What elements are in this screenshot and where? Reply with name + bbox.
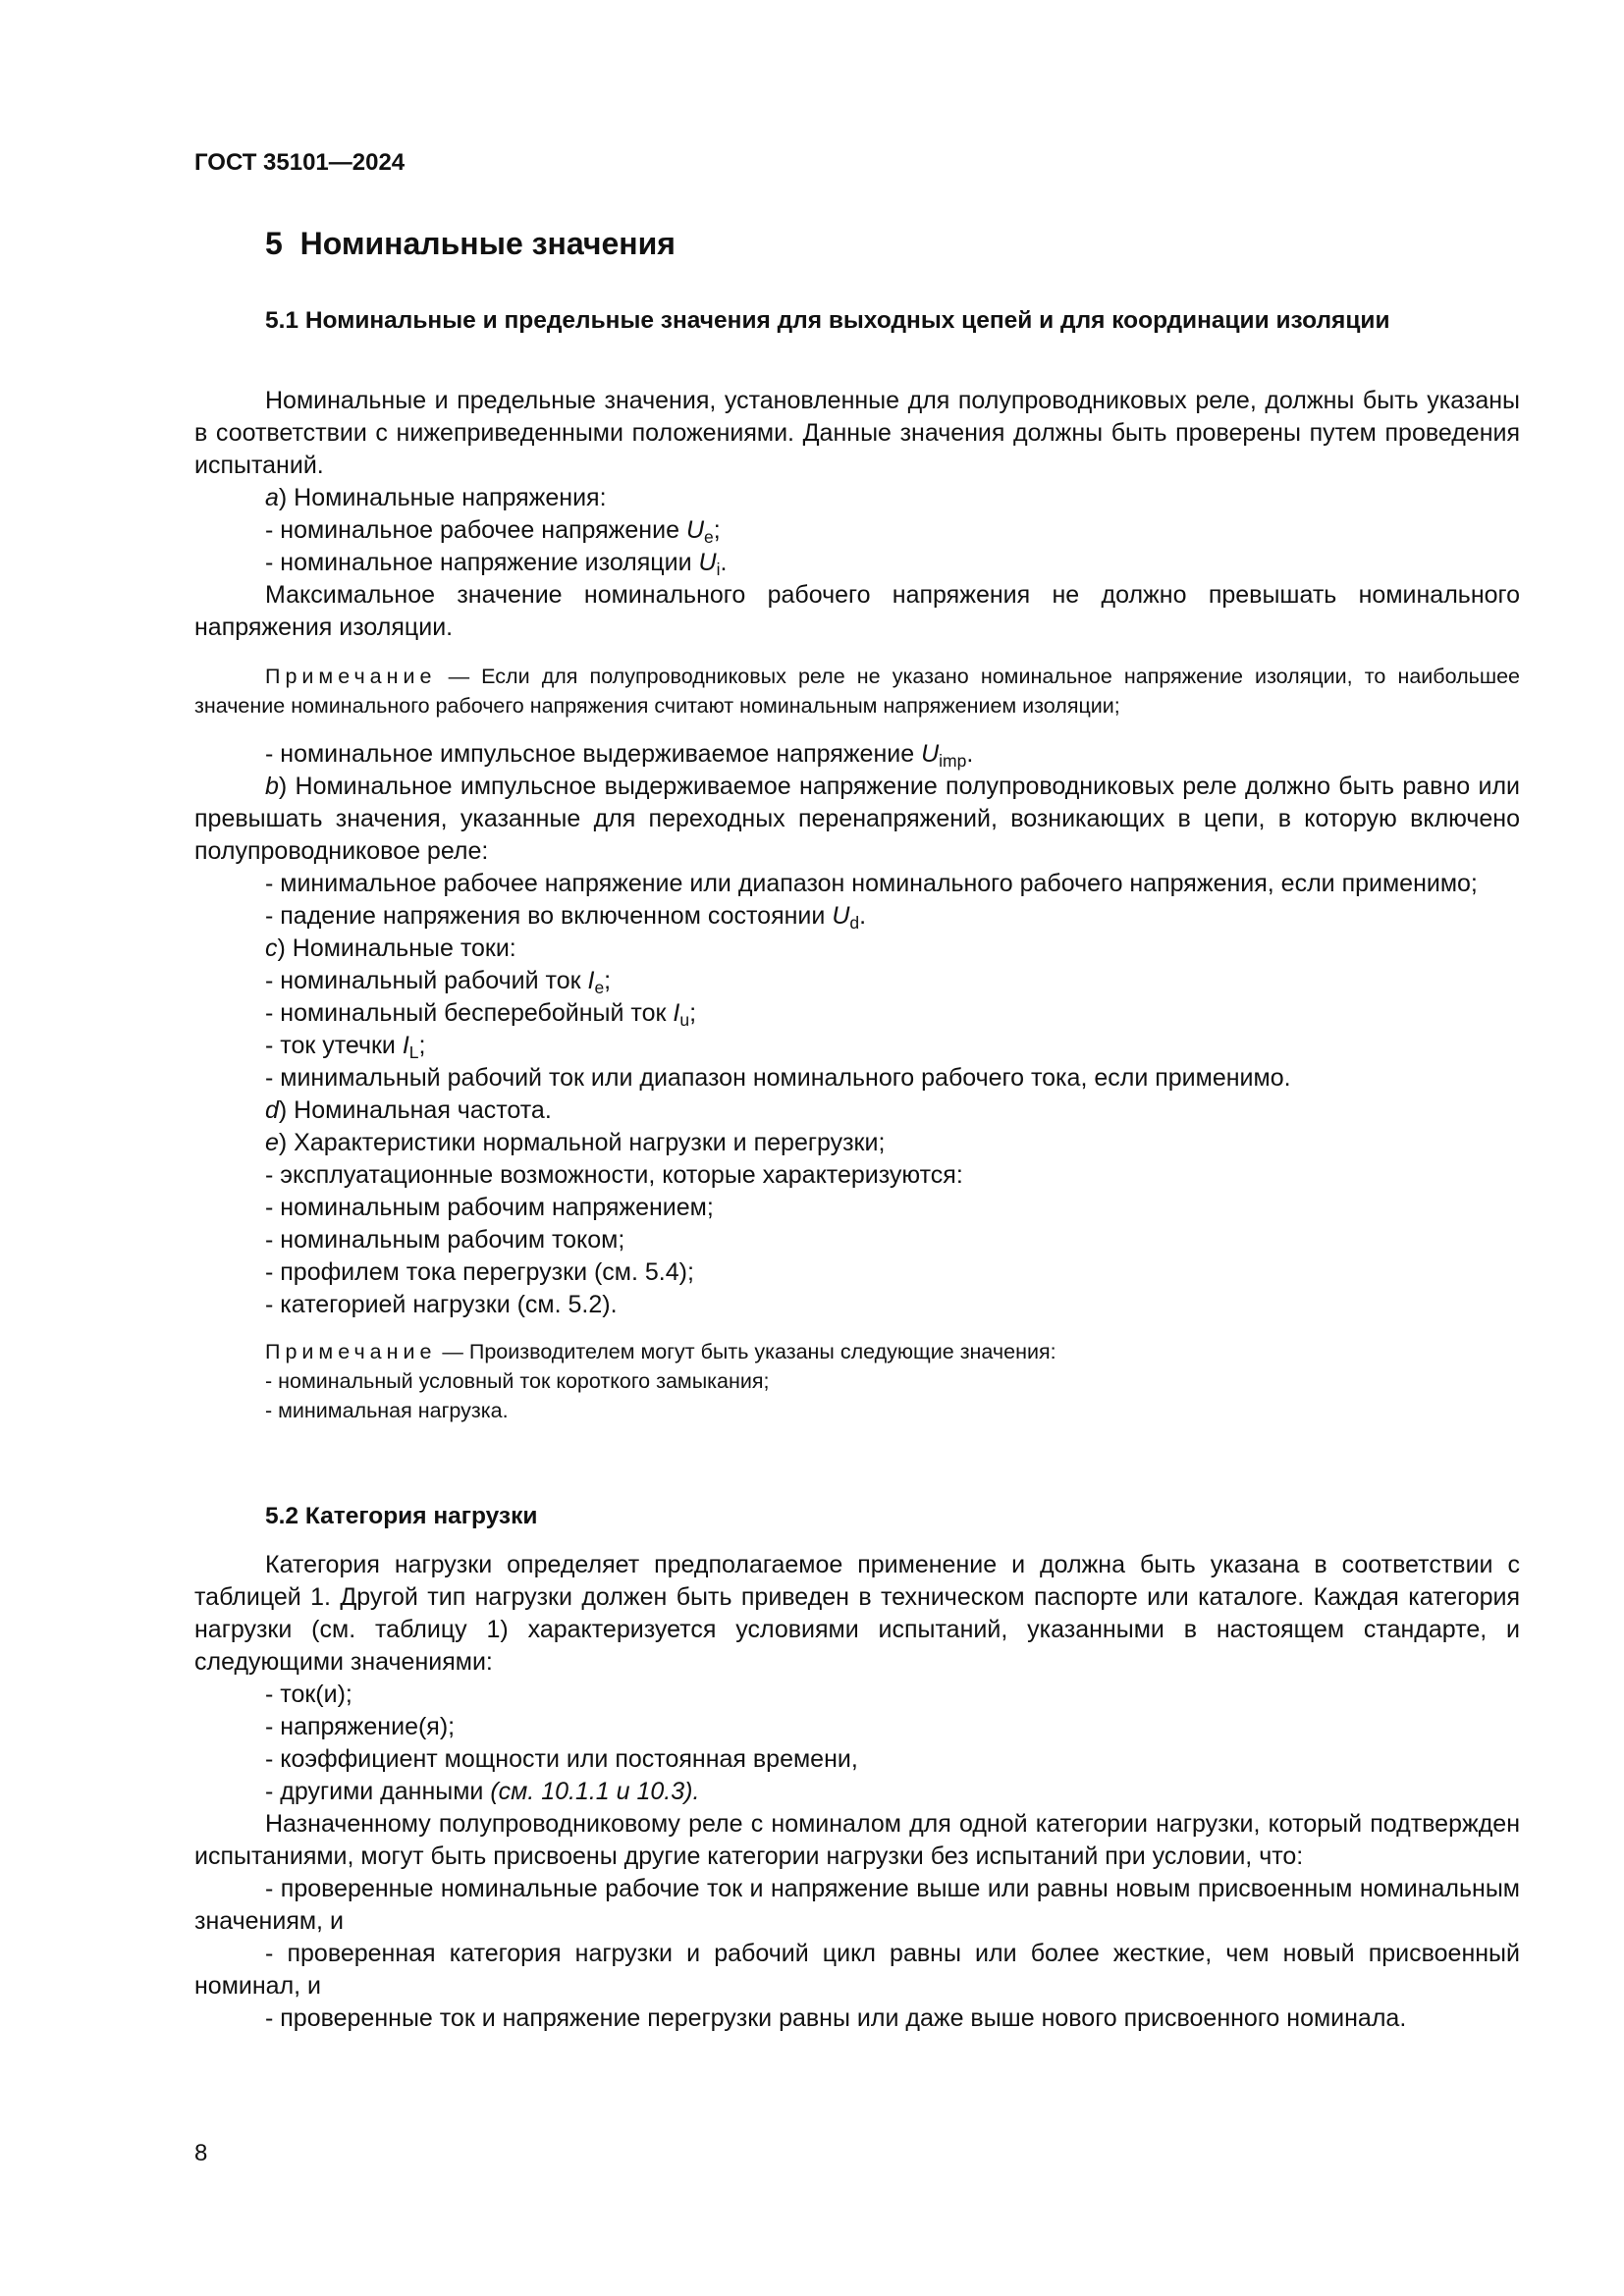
assignment-paragraph: Назначенному полупроводниковому реле с номиналом для одной категории нагрузки, который подтвержден испытаниями, могут быть присвоены другие категории нагрузки без испытаний при условии, что:: [194, 1810, 1520, 1870]
list-item: - ток утечки $I_L$;: [265, 1032, 426, 1062]
list-item: - категорией нагрузки (см. 5.2).: [265, 1291, 618, 1318]
section-title: Номинальные значения: [299, 226, 676, 261]
list-item: - минимальное рабочее напряжение или диапазон номинального рабочего напряжения, если применимо;: [265, 870, 1478, 897]
load-category-paragraph: Категория нагрузки определяет предполагаемое применение и должна быть указана в соответствии с таблицей 1. Другой тип нагрузки должен быть приведен в техническом паспорте или каталоге. Каждая категория нагрузки (см. таблицу 1) характеризуется условиями испытаний, указанными в настоящем стандарте, и следующими значениями:: [194, 1551, 1520, 1676]
subsection-5-1-body: [194, 385, 1520, 1425]
subsection-5-1-title: 5.1 Номинальные и предельные значения для выходных цепей и для координации изоляции: [265, 307, 1390, 334]
item-c: c) Номинальные токи:: [265, 934, 516, 962]
condition-item: - проверенная категория нагрузки и рабочий цикл равны или более жесткие, чем новый присвоенный номинал, и: [194, 1940, 1520, 2000]
note-2-item: - минимальная нагрузка.: [265, 1399, 509, 1422]
list-item: - номинальный рабочий ток $I_e$;: [265, 967, 612, 997]
note-1: Примечание — Если для полупроводниковых реле не указано номинальное напряжение изоляции, то наибольшее значение номинального рабочего напряжения считают номинальным напряжением изоляции;: [194, 665, 1520, 718]
list-item: - напряжение(я);: [265, 1713, 456, 1740]
list-item: - номинальный бесперебойный ток $I_u$;: [265, 999, 697, 1030]
page-number: 8: [194, 2140, 208, 2166]
item-e: e) Характеристики нормальной нагрузки и перегрузки;: [265, 1129, 886, 1156]
note-2: Примечание — Производителем могут быть указаны следующие значения:: [265, 1340, 1056, 1363]
section-heading: [265, 226, 676, 262]
max-voltage-paragraph: Максимальное значение номинального рабочего напряжения не должно превышать номинального напряжения изоляции.: [194, 581, 1520, 641]
list-item: - номинальное импульсное выдерживаемое напряжение $U_{imp}$.: [265, 740, 974, 771]
list-item: - падение напряжения во включенном состоянии $U_d$.: [265, 902, 867, 933]
list-item: - другими данными (см. 10.1.1 и 10.3).: [265, 1778, 700, 1805]
list-item: - номинальное напряжение изоляции $U_i$.: [265, 549, 728, 579]
list-item: - минимальный рабочий ток или диапазон номинального рабочего тока, если применимо.: [265, 1064, 1291, 1092]
subsection-5-2-body: [194, 1549, 1520, 2035]
intro-paragraph: Номинальные и предельные значения, установленные для полупроводниковых реле, должны быть указаны в соответствии с нижеприведенными положениями. Данные значения должны быть проверены путем проведения испытаний.: [194, 387, 1520, 479]
list-item: - профилем тока перегрузки (см. 5.4);: [265, 1258, 694, 1286]
item-d: d) Номинальная частота.: [265, 1096, 552, 1124]
item-a: a) Номинальные напряжения:: [265, 484, 607, 511]
list-item: - номинальным рабочим напряжением;: [265, 1194, 714, 1221]
subsection-5-2-title: 5.2 Категория нагрузки: [265, 1503, 538, 1529]
condition-item: - проверенные номинальные рабочие ток и напряжение выше или равны новым присвоенным номинальным значениям, и: [194, 1875, 1520, 1935]
list-item: - эксплуатационные возможности, которые характеризуются:: [265, 1161, 963, 1189]
list-item: - номинальное рабочее напряжение $U_e$;: [265, 516, 721, 547]
item-b: b) Номинальное импульсное выдерживаемое напряжение полупроводниковых реле должно быть равно или превышать значения, указанные для переходных перенапряжений, возникающих в цепи, в которую включено полупроводниковое реле:: [194, 773, 1520, 865]
document-number: ГОСТ 35101—2024: [194, 149, 406, 176]
note-2-item: - номинальный условный ток короткого замыкания;: [265, 1369, 770, 1393]
condition-item: - проверенные ток и напряжение перегрузки равны или даже выше нового присвоенного номинала.: [265, 2004, 1407, 2032]
list-item: - ток(и);: [265, 1681, 352, 1708]
section-number: 5: [265, 226, 283, 261]
list-item: - коэффициент мощности или постоянная времени,: [265, 1745, 858, 1773]
list-item: - номинальным рабочим током;: [265, 1226, 625, 1254]
